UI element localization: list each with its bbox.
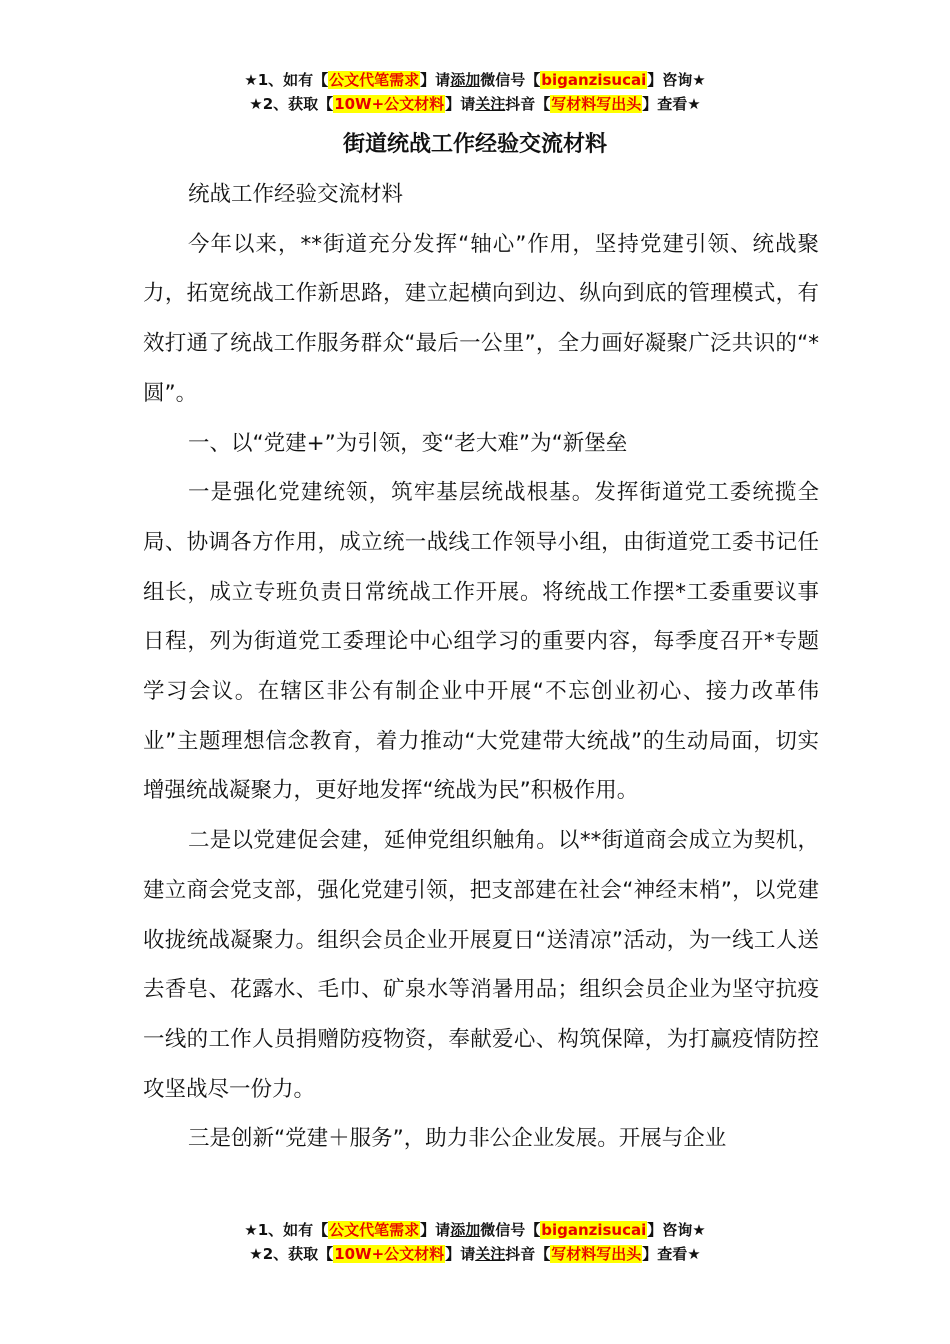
highlight-wechat-id: biganzisucai	[541, 71, 647, 89]
section-heading: 一、以“党建+”为引领，变“老大难”为“新堡垒	[188, 430, 628, 456]
banner-line-2	[0, 92, 950, 116]
banner-text: 】查看★	[642, 1245, 701, 1263]
banner-text: ★1、如有【	[244, 71, 329, 89]
banner-text: ★2、获取【	[249, 95, 334, 113]
banner-text: 】请	[420, 1221, 451, 1239]
banner-text: 】请	[420, 71, 451, 89]
highlight-service: 公文代笔需求	[329, 1221, 420, 1239]
footer-banner	[0, 1218, 950, 1266]
banner-text: 】请	[445, 95, 476, 113]
paragraph: 一是强化党建统领，筑牢基层统战根基。发挥街道党工委统揽全局、协调各方作用，成立统一战线工作领导小组，由街道党工委书记任组长，成立专班负责日常统战工作开展。将统战工作摆*工委重要议事日程，列为街道党工委理论中心组学习的重要内容，每季度召开*专题学习会议。在辖区非公有制企业中开展“不忘创业初心、接力改革伟业”主题理想信念教育，着力推动“大党建带大统战”的生动局面，切实增强统战凝聚力，更好地发挥“统战为民”积极作用。	[143, 480, 819, 804]
paragraph: 三是创新“党建＋服务”，助力非公企业发展。开展与企业	[188, 1126, 727, 1152]
banner-text: 】咨询★	[647, 71, 706, 89]
banner-text: 】查看★	[642, 95, 701, 113]
highlight-service: 公文代笔需求	[329, 71, 420, 89]
banner-emphasis: 关注	[475, 1245, 506, 1263]
banner-text: 微信号【	[480, 1221, 541, 1239]
highlight-douyin-account: 写材料写出头	[551, 1245, 642, 1263]
highlight-douyin-account: 写材料写出头	[551, 95, 642, 113]
banner-text: 】请	[445, 1245, 476, 1263]
banner-emphasis: 添加	[450, 1221, 481, 1239]
document-title: 街道统战工作经验交流材料	[342, 132, 607, 157]
header-banner	[0, 68, 950, 116]
banner-line-2	[0, 1242, 950, 1266]
highlight-materials: 10W+公文材料	[334, 95, 445, 113]
banner-emphasis: 关注	[475, 95, 506, 113]
paragraph: 今年以来，**街道充分发挥“轴心”作用，坚持党建引领、统战聚力，拓宽统战工作新思路，建立起横向到边、纵向到底的管理模式，有效打通了统战工作服务群众“最后一公里”，全力画好凝聚广泛共识的“*圆”。	[143, 231, 819, 406]
paragraph: 统战工作经验交流材料	[188, 182, 404, 207]
paragraph: 二是以党建促会建，延伸党组织触角。以**街道商会成立为契机，建立商会党支部，强化党建引领，把支部建在社会“神经末梢”，以党建收拢统战凝聚力。组织会员企业开展夏日“送清凉”活动，为一线工人送去香皂、花露水、毛巾、矿泉水等消暑用品；组织会员企业为坚守抗疫一线的工作人员捐赠防疫物资，奉献爱心、构筑保障，为打赢疫情防控攻坚战尽一份力。	[143, 828, 819, 1102]
banner-text: ★1、如有【	[244, 1221, 329, 1239]
banner-line-1	[0, 1218, 950, 1242]
banner-text: 】咨询★	[647, 1221, 706, 1239]
highlight-materials: 10W+公文材料	[334, 1245, 445, 1263]
banner-text: 抖音【	[505, 95, 551, 113]
banner-emphasis: 添加	[450, 71, 481, 89]
highlight-wechat-id: biganzisucai	[541, 1221, 647, 1239]
banner-text: ★2、获取【	[249, 1245, 334, 1263]
banner-text: 微信号【	[480, 71, 541, 89]
banner-text: 抖音【	[505, 1245, 551, 1263]
banner-line-1	[0, 68, 950, 92]
document-body	[143, 170, 819, 1164]
